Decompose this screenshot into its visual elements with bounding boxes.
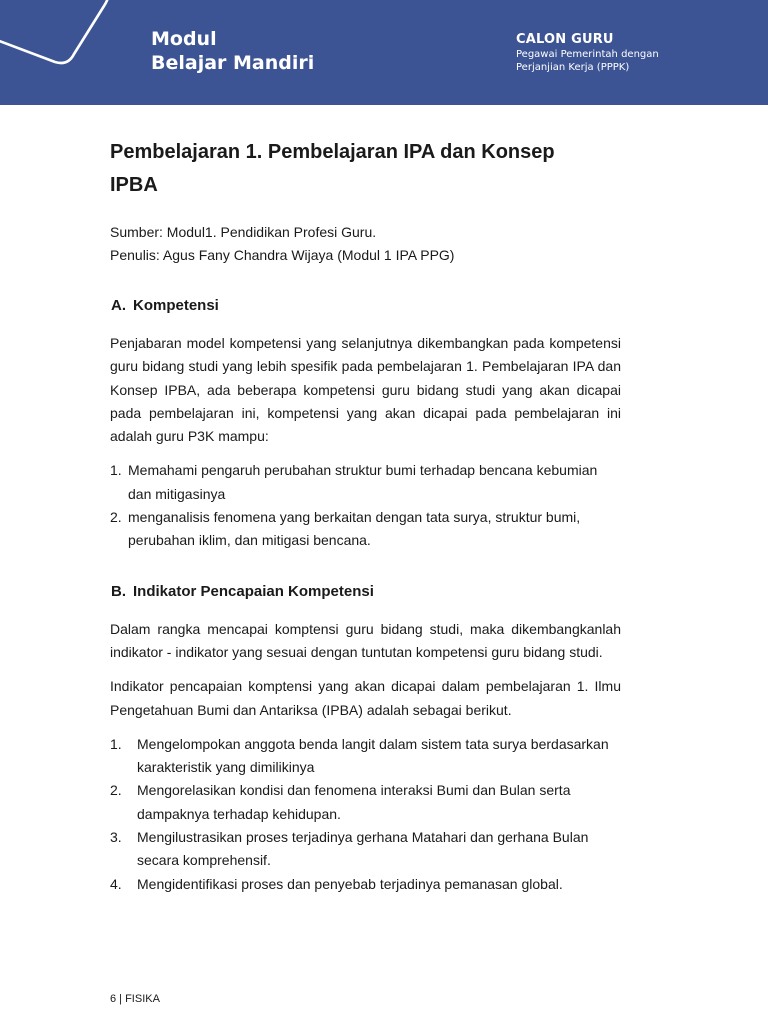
list-item: 3. Mengilustrasikan proses terjadinya gerhana Matahari dan gerhana Bulan secara komprehensif.: [110, 829, 589, 869]
page-title: [110, 136, 621, 202]
section-a-number: A.: [111, 297, 126, 314]
list-item: 2. menganalisis fenomena yang berkaitan dengan tata surya, struktur bumi, perubahan iklim, dan mitigasi bencana.: [110, 509, 581, 549]
section-b-heading: [111, 583, 621, 600]
section-a-paragraph: Penjabaran model kompetensi yang selanjutnya dikembangkan pada kompetensi guru bidang studi yang lebih spesifik pada pembelajaran 1. Pembelajaran IPA dan Konsep IPBA, ada beberapa kompetensi guru bidang studi yang akan dicapai pada pembelajaran ini, kompetensi yang akan dicapai pada pembelajaran ini adalah guru P3K mampu:: [110, 335, 621, 445]
module-header: [0, 0, 768, 105]
list-item: 4. Mengidentifikasi proses dan penyebab terjadinya pemanasan global.: [110, 875, 563, 892]
header-decoration-shape: [0, 0, 130, 105]
list-item: 1. Memahami pengaruh perubahan struktur bumi terhadap bencana kebumian dan mitigasinya: [110, 462, 598, 502]
header-right-sub2: Perjanjian Kerja (PPPK): [516, 62, 630, 73]
page-content: [110, 136, 621, 896]
header-title: [151, 27, 314, 75]
header-title-line2: Belajar Mandiri: [151, 52, 315, 74]
source-info: [110, 221, 621, 267]
list-item: 1. Mengelompokan anggota benda langit dalam sistem tata surya berdasarkan karakteristik yang dimilikinya: [110, 735, 609, 776]
section-a-heading: [111, 297, 621, 314]
author-line: Penulis: Agus Fany Chandra Wijaya (Modul 1 IPA PPG): [110, 247, 455, 263]
header-subtitle-block: [516, 32, 659, 74]
section-b-paragraph-1: Dalam rangka mencapai komptensi guru bidang studi, maka dikembangkanlah indikator - indikator yang sesuai dengan tuntutan kompetensi guru bidang studi.: [110, 620, 621, 660]
section-a-title: Kompetensi: [133, 297, 219, 314]
indicator-list: [110, 733, 621, 896]
source-line: Sumber: Modul1. Pendidikan Profesi Guru.: [110, 224, 377, 240]
section-b-title: Indikator Pencapaian Kompetensi: [133, 582, 374, 600]
section-b-paragraph-2: Indikator pencapaian komptensi yang akan dicapai dalam pembelajaran 1. Ilmu Pengetahuan Bumi dan Antariksa (IPBA) adalah sebagai berikut.: [110, 678, 621, 718]
page-footer: 6 | FISIKA: [110, 993, 160, 1005]
page-title-line2: IPBA: [110, 174, 158, 196]
competency-list: [110, 459, 621, 552]
header-right-sub1: Pegawai Pemerintah dengan: [516, 49, 659, 60]
section-b-number: B.: [111, 582, 126, 600]
header-title-line1: Modul: [151, 28, 217, 50]
list-item: 2. Mengorelasikan kondisi dan fenomena interaksi Bumi dan Bulan serta dampaknya terhadap kehidupan.: [110, 782, 571, 822]
header-right-title: CALON GURU: [516, 32, 614, 47]
page-title-line1: Pembelajaran 1. Pembelajaran IPA dan Konsep: [110, 141, 555, 163]
